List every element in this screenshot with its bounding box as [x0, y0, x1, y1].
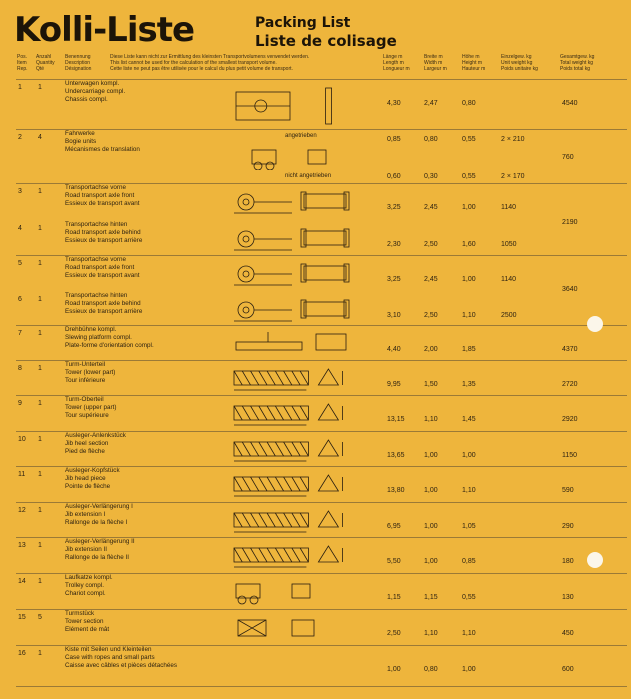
- item-position: 16: [18, 650, 26, 657]
- header-unit-weight-de: Einzelgew. kg: [501, 54, 532, 60]
- item-description-line: Jib extension II: [65, 546, 108, 553]
- header-pos-fr: Rep.: [17, 66, 28, 72]
- driven-label: angetrieben: [285, 133, 317, 139]
- header-length-de: Länge m: [383, 54, 403, 60]
- item-quantity: 1: [38, 84, 42, 91]
- component-drawing: [232, 225, 352, 258]
- item-position: 4: [18, 225, 22, 232]
- item-height: 0,80: [462, 100, 476, 107]
- item-width: 1,15: [424, 594, 438, 601]
- item-total-weight: 600: [562, 666, 574, 673]
- item-position: 6: [18, 296, 22, 303]
- item-description-line: Road transport axle front: [65, 192, 135, 199]
- item-position: 13: [18, 542, 26, 549]
- item-height: 1,10: [462, 312, 476, 319]
- item-description: [65, 503, 133, 527]
- item-description-line: Road transport axle behind: [65, 229, 141, 236]
- component-drawing: [232, 614, 352, 647]
- item-description-line: Tour inférieure: [65, 377, 106, 384]
- item-height: 0,55: [462, 594, 476, 601]
- item-description-line: Slewing platform compl.: [65, 334, 132, 341]
- item-total-weight: 1150: [562, 452, 578, 459]
- header-pos-de: Pos.: [17, 54, 28, 60]
- header-desc-de: Benennung: [65, 54, 91, 60]
- item-height: 1,00: [462, 452, 476, 459]
- item-description: [65, 646, 177, 670]
- item-total-weight: 290: [562, 523, 574, 530]
- item-length: 4,40: [387, 346, 401, 353]
- item-total-weight: 2190: [562, 219, 578, 226]
- header-desc: [65, 54, 91, 72]
- item-height: 1,05: [462, 523, 476, 530]
- item-unit-weight: 1140: [501, 204, 517, 211]
- header-pos: [17, 54, 28, 72]
- header-length: [383, 54, 410, 72]
- punch-hole: [587, 316, 603, 332]
- header-total-weight-en: Total weight kg: [560, 60, 594, 66]
- item-description-line: Tower (lower part): [65, 369, 116, 376]
- item-height: 1,45: [462, 416, 476, 423]
- component-drawing: [232, 542, 352, 575]
- item-position: 7: [18, 330, 22, 337]
- item-description-line: Ausleger-Anlenkstück: [65, 432, 126, 439]
- header-desc-fr: Désignation: [65, 66, 92, 72]
- item-height: 0,85: [462, 558, 476, 565]
- item-width: 2,45: [424, 204, 438, 211]
- header-unit-weight-fr: Poids unitaire kg: [501, 66, 538, 72]
- header-length-fr: Longueur m: [383, 66, 410, 72]
- item-total-weight: 4540: [562, 100, 578, 107]
- item-description-line: Road transport axle front: [65, 264, 135, 271]
- item-description-line: Jib heel section: [65, 440, 109, 447]
- header-length-en: Length m: [383, 60, 404, 66]
- item-description-line: Jib head piece: [65, 475, 106, 482]
- header-note: [110, 54, 360, 72]
- item-length: 1,15: [387, 594, 401, 601]
- item-quantity: 1: [38, 436, 42, 443]
- item-height: 1,85: [462, 346, 476, 353]
- header-width-fr: Largeur m: [424, 66, 447, 72]
- item-description: [65, 432, 126, 456]
- item-description-line: Ausleger-Verlängerung II: [65, 538, 135, 545]
- item-description-line: Jib extension I: [65, 511, 106, 518]
- item-description-line: Bogie units: [65, 138, 97, 145]
- component-drawing: [232, 365, 352, 398]
- item-position: 2: [18, 134, 22, 141]
- item-position: 5: [18, 260, 22, 267]
- item-description-line: Trolley compl.: [65, 582, 104, 589]
- header-height-fr: Hauteur m: [462, 66, 486, 72]
- item-quantity: 1: [38, 650, 42, 657]
- item-total-weight: 2720: [562, 381, 578, 388]
- header-width: [424, 54, 447, 72]
- item-length: 13,80: [387, 487, 405, 494]
- item-quantity: 1: [38, 365, 42, 372]
- header-qty-en: Quantity: [36, 60, 55, 66]
- item-description: [65, 467, 120, 491]
- item-description-line: Fahrwerke: [65, 130, 95, 137]
- item-quantity: 1: [38, 578, 42, 585]
- item-description: [65, 130, 140, 154]
- item-unit-weight: 2 × 210: [501, 136, 525, 143]
- item-height-alt: 0,55: [462, 173, 476, 180]
- item-height: 1,10: [462, 487, 476, 494]
- item-description-line: Case with ropes and small parts: [65, 654, 155, 661]
- item-quantity: 5: [38, 614, 42, 621]
- item-description-line: Transportachse vorne: [65, 184, 127, 191]
- item-height: 0,55: [462, 136, 476, 143]
- item-length-alt: 0,60: [387, 173, 401, 180]
- item-position: 10: [18, 436, 26, 443]
- item-description: [65, 221, 142, 245]
- item-length: 13,65: [387, 452, 405, 459]
- item-total-weight: 130: [562, 594, 574, 601]
- item-length: 3,25: [387, 276, 401, 283]
- header-pos-en: Item: [17, 60, 27, 66]
- item-description-line: Essieux de transport arrière: [65, 308, 143, 315]
- item-height: 1,00: [462, 666, 476, 673]
- item-height: 1,00: [462, 276, 476, 283]
- item-description-line: Chariot compl.: [65, 590, 106, 597]
- header-note-en: This list cannot be used for the calculation of the smallest transport volume.: [110, 60, 277, 66]
- item-length: 5,50: [387, 558, 401, 565]
- component-drawing: [232, 296, 352, 329]
- item-description-line: Laufkatze kompl.: [65, 574, 113, 581]
- header-height-en: Height m: [462, 60, 483, 66]
- header-width-en: Width m: [424, 60, 443, 66]
- item-height: 1,10: [462, 630, 476, 637]
- item-description-line: Undercarriage compl.: [65, 88, 126, 95]
- header-unit-weight-en: Unit weight kg: [501, 60, 533, 66]
- item-description-line: Kiste mit Seilen und Kleinteilen: [65, 646, 152, 653]
- item-length: 0,85: [387, 136, 401, 143]
- item-description: [65, 292, 142, 316]
- item-description-line: Essieux de transport avant: [65, 272, 140, 279]
- item-description-line: Turm-Oberteil: [65, 396, 104, 403]
- item-quantity: 1: [38, 260, 42, 267]
- punch-hole: [587, 552, 603, 568]
- item-position: 8: [18, 365, 22, 372]
- item-description-line: Tour supérieure: [65, 412, 109, 419]
- item-unit-weight: 1140: [501, 276, 517, 283]
- item-description-line: Transportachse hinten: [65, 292, 128, 299]
- item-position: 9: [18, 400, 22, 407]
- item-description-line: Drehbühne kompl.: [65, 326, 117, 333]
- item-unit-weight: 1050: [501, 241, 517, 248]
- item-width: 2,50: [424, 241, 438, 248]
- header-total-weight-de: Gesamtgew. kg: [560, 54, 595, 60]
- item-description-line: Unterwagen kompl.: [65, 80, 120, 87]
- item-description-line: Tower section: [65, 618, 104, 625]
- item-description-line: Plate-forme d'orientation compl.: [65, 342, 154, 349]
- item-length: 2,50: [387, 630, 401, 637]
- item-description-line: Essieux de transport arrière: [65, 237, 143, 244]
- item-description: [65, 396, 116, 420]
- item-position: 1: [18, 84, 22, 91]
- item-length: 2,30: [387, 241, 401, 248]
- header-total-weight-fr: Poids total kg: [560, 66, 591, 72]
- item-description: [65, 184, 140, 208]
- item-position: 14: [18, 578, 26, 585]
- subtitle-french: Liste de colisage: [255, 32, 397, 50]
- item-unit-weight-alt: 2 × 170: [501, 173, 525, 180]
- subtitle-english: Packing List: [255, 15, 351, 31]
- page-title: Kolli-Liste: [14, 10, 195, 50]
- header-width-de: Breite m: [424, 54, 443, 60]
- item-description-line: Pointe de flèche: [65, 483, 111, 490]
- item-total-weight: 450: [562, 630, 574, 637]
- item-description-line: Transportachse hinten: [65, 221, 128, 228]
- item-description-line: Essieux de transport avant: [65, 200, 140, 207]
- component-drawing: [232, 507, 352, 540]
- not-driven-label: nicht angetrieben: [285, 173, 332, 179]
- item-width: 1,50: [424, 381, 438, 388]
- item-total-weight: 180: [562, 558, 574, 565]
- component-drawing: [232, 84, 352, 133]
- item-width: 2,47: [424, 100, 438, 107]
- item-description-line: Ausleger-Kopfstück: [65, 467, 120, 474]
- component-drawing: [232, 260, 352, 293]
- component-drawing: [232, 330, 352, 363]
- header-qty-fr: Qté: [36, 66, 45, 72]
- item-unit-weight: 2500: [501, 312, 517, 319]
- item-width: 2,50: [424, 312, 438, 319]
- item-total-weight: 4370: [562, 346, 578, 353]
- item-width: 2,00: [424, 346, 438, 353]
- item-description-line: Pied de flèche: [65, 448, 105, 455]
- item-quantity: 4: [38, 134, 42, 141]
- header-height-de: Höhe m: [462, 54, 480, 60]
- item-quantity: 1: [38, 225, 42, 232]
- item-height: 1,35: [462, 381, 476, 388]
- item-description: [65, 361, 115, 385]
- header-qty-de: Anzahl: [36, 54, 52, 60]
- item-description: [65, 610, 109, 634]
- item-description: [65, 80, 125, 104]
- item-width: 1,00: [424, 523, 438, 530]
- item-quantity: 1: [38, 542, 42, 549]
- item-width: 0,80: [424, 666, 438, 673]
- item-height: 1,60: [462, 241, 476, 248]
- component-drawing: [232, 578, 352, 611]
- item-quantity: 1: [38, 471, 42, 478]
- item-quantity: 1: [38, 188, 42, 195]
- item-description-line: Turm-Unterteil: [65, 361, 106, 368]
- component-drawing: [232, 436, 352, 469]
- item-width: 1,00: [424, 558, 438, 565]
- component-drawing: [232, 400, 352, 433]
- item-width: 1,10: [424, 416, 438, 423]
- component-drawing: [232, 471, 352, 504]
- item-width: 1,00: [424, 487, 438, 494]
- item-position: 12: [18, 507, 26, 514]
- item-quantity: 1: [38, 400, 42, 407]
- item-position: 11: [18, 471, 26, 478]
- item-width: 2,45: [424, 276, 438, 283]
- item-position: 3: [18, 188, 22, 195]
- header-desc-en: Description: [65, 60, 91, 66]
- item-description: [65, 574, 113, 598]
- item-description-line: Tower (upper part): [65, 404, 117, 411]
- item-description-line: Mécanismes de translation: [65, 146, 140, 153]
- item-length: 6,95: [387, 523, 401, 530]
- item-description: [65, 256, 140, 280]
- item-width: 0,80: [424, 136, 438, 143]
- header-note-de: Diese Liste kann nicht zur Ermittlung des kleinsten Transportvolumens verwendet werden.: [110, 54, 310, 60]
- item-width: 1,10: [424, 630, 438, 637]
- item-description-line: Turmstück: [65, 610, 95, 617]
- item-description-line: Elément de mât: [65, 626, 110, 633]
- item-description-line: Ausleger-Verlängerung I: [65, 503, 133, 510]
- item-quantity: 1: [38, 296, 42, 303]
- item-quantity: 1: [38, 330, 42, 337]
- item-description-line: Rallonge de la flèche I: [65, 519, 128, 526]
- item-description: [65, 326, 154, 350]
- item-length: 4,30: [387, 100, 401, 107]
- header-note-fr: Cette liste ne peut pas être utilisée pour le calcul du plus petit volume de transport.: [110, 66, 293, 72]
- item-quantity: 1: [38, 507, 42, 514]
- row-divider: [16, 686, 627, 687]
- item-width-alt: 0,30: [424, 173, 438, 180]
- item-description-line: Chassis compl.: [65, 96, 108, 103]
- item-position: 15: [18, 614, 26, 621]
- item-total-weight: 760: [562, 154, 574, 161]
- header-total-weight: [560, 54, 594, 72]
- header-unit-weight: [501, 54, 538, 72]
- item-length: 13,15: [387, 416, 405, 423]
- item-description: [65, 538, 135, 562]
- item-total-weight: 2920: [562, 416, 578, 423]
- header-height: [462, 54, 485, 72]
- header-qty: [36, 54, 55, 72]
- item-length: 3,25: [387, 204, 401, 211]
- item-description-line: Rallonge de la flèche II: [65, 554, 130, 561]
- component-drawing: [232, 188, 352, 221]
- item-description-line: Transportachse vorne: [65, 256, 127, 263]
- item-width: 1,00: [424, 452, 438, 459]
- component-drawing: [248, 144, 368, 175]
- item-total-weight: 590: [562, 487, 574, 494]
- item-description-line: Caisse avec câbles et pièces détachées: [65, 662, 178, 669]
- item-length: 3,10: [387, 312, 401, 319]
- item-total-weight: 3640: [562, 286, 578, 293]
- item-height: 1,00: [462, 204, 476, 211]
- item-length: 9,95: [387, 381, 401, 388]
- item-length: 1,00: [387, 666, 401, 673]
- item-description-line: Road transport axle behind: [65, 300, 141, 307]
